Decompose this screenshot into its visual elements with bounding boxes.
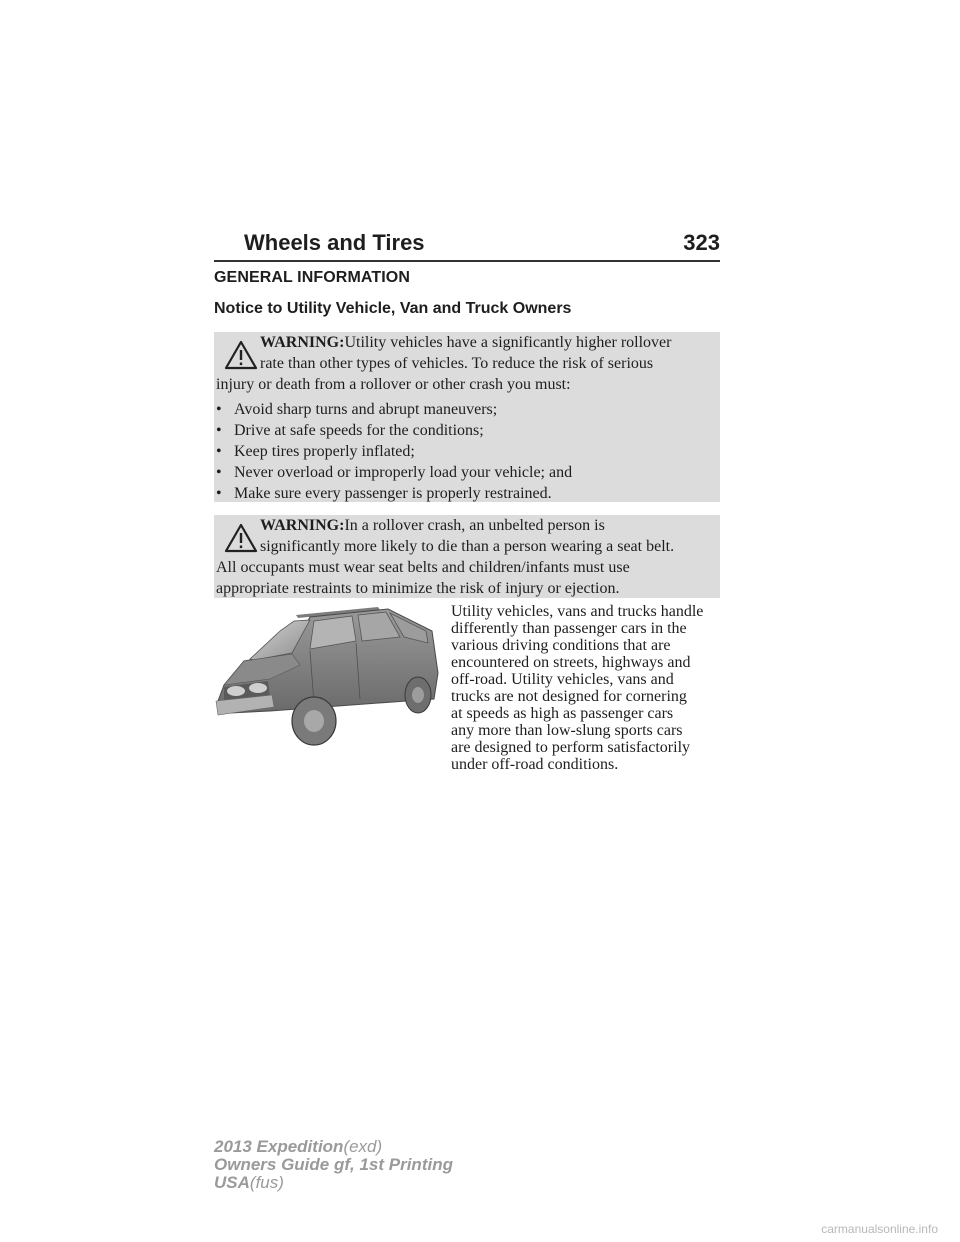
warning-line: rate than other types of vehicles. To reduce the risk of serious	[260, 355, 654, 372]
bullet-dot: •	[216, 464, 222, 481]
footer-market-code: (fus)	[249, 1173, 284, 1192]
bullet-item: • Make sure every passenger is properly restrained.	[216, 485, 552, 502]
bullet-dot: •	[216, 485, 222, 502]
page-number: 323	[683, 230, 720, 255]
footer-guide: Owners Guide gf, 1st Printing	[214, 1155, 453, 1174]
warning-line: appropriate restraints to minimize the risk of injury or ejection.	[216, 580, 620, 597]
footer-model: 2013 Expedition	[214, 1137, 344, 1156]
warning-text: Utility vehicles have a significantly higher rollover	[344, 334, 672, 351]
bullet-dot: •	[216, 422, 222, 439]
warning-box-seatbelt	[214, 515, 720, 598]
subheading: Notice to Utility Vehicle, Van and Truck Owners	[214, 300, 572, 317]
warning-line	[260, 332, 671, 353]
warning-triangle-icon	[224, 340, 258, 370]
warning-label: WARNING:	[260, 334, 345, 351]
warning-line: injury or death from a rollover or other crash you must:	[216, 376, 571, 393]
chapter-title: Wheels and Tires	[244, 230, 425, 255]
bullet-dot: •	[216, 401, 222, 418]
warning-line: significantly more likely to die than a person wearing a seat belt.	[260, 538, 675, 555]
section-heading: GENERAL INFORMATION	[214, 269, 410, 286]
warning-line: All occupants must wear seat belts and children/infants must use	[216, 559, 630, 576]
body-paragraph: Utility vehicles, vans and trucks handle differently than passenger cars in the various driving conditions that are encountered on streets, highways and off-road. Utility vehicles, vans and trucks are not designed for cornering at speeds as high as passenger cars any more than low-slung sports cars are designed to perform satisfactorily under off-road conditions.	[451, 603, 704, 773]
warning-label: WARNING:	[260, 517, 345, 534]
warning-line	[260, 515, 605, 536]
warning-triangle-icon	[224, 523, 258, 553]
bullet-item: • Never overload or improperly load your vehicle; and	[216, 464, 573, 481]
bullet-item: • Avoid sharp turns and abrupt maneuvers;	[216, 401, 498, 418]
footer-market: USA	[214, 1173, 250, 1192]
footer-model-code: (exd)	[343, 1137, 383, 1156]
header-rule	[214, 260, 720, 262]
page-header	[214, 226, 720, 262]
warning-box-rollover	[214, 332, 720, 502]
bullet-item: • Keep tires properly inflated;	[216, 443, 415, 460]
page-footer	[214, 1138, 453, 1192]
bullet-item: • Drive at safe speeds for the conditions;	[216, 422, 484, 439]
bullet-dot: •	[216, 443, 222, 460]
warning-text: In a rollover crash, an unbelted person is	[344, 517, 605, 534]
suv-illustration	[210, 603, 442, 749]
watermark: carmanualsonline.info	[821, 1222, 938, 1236]
